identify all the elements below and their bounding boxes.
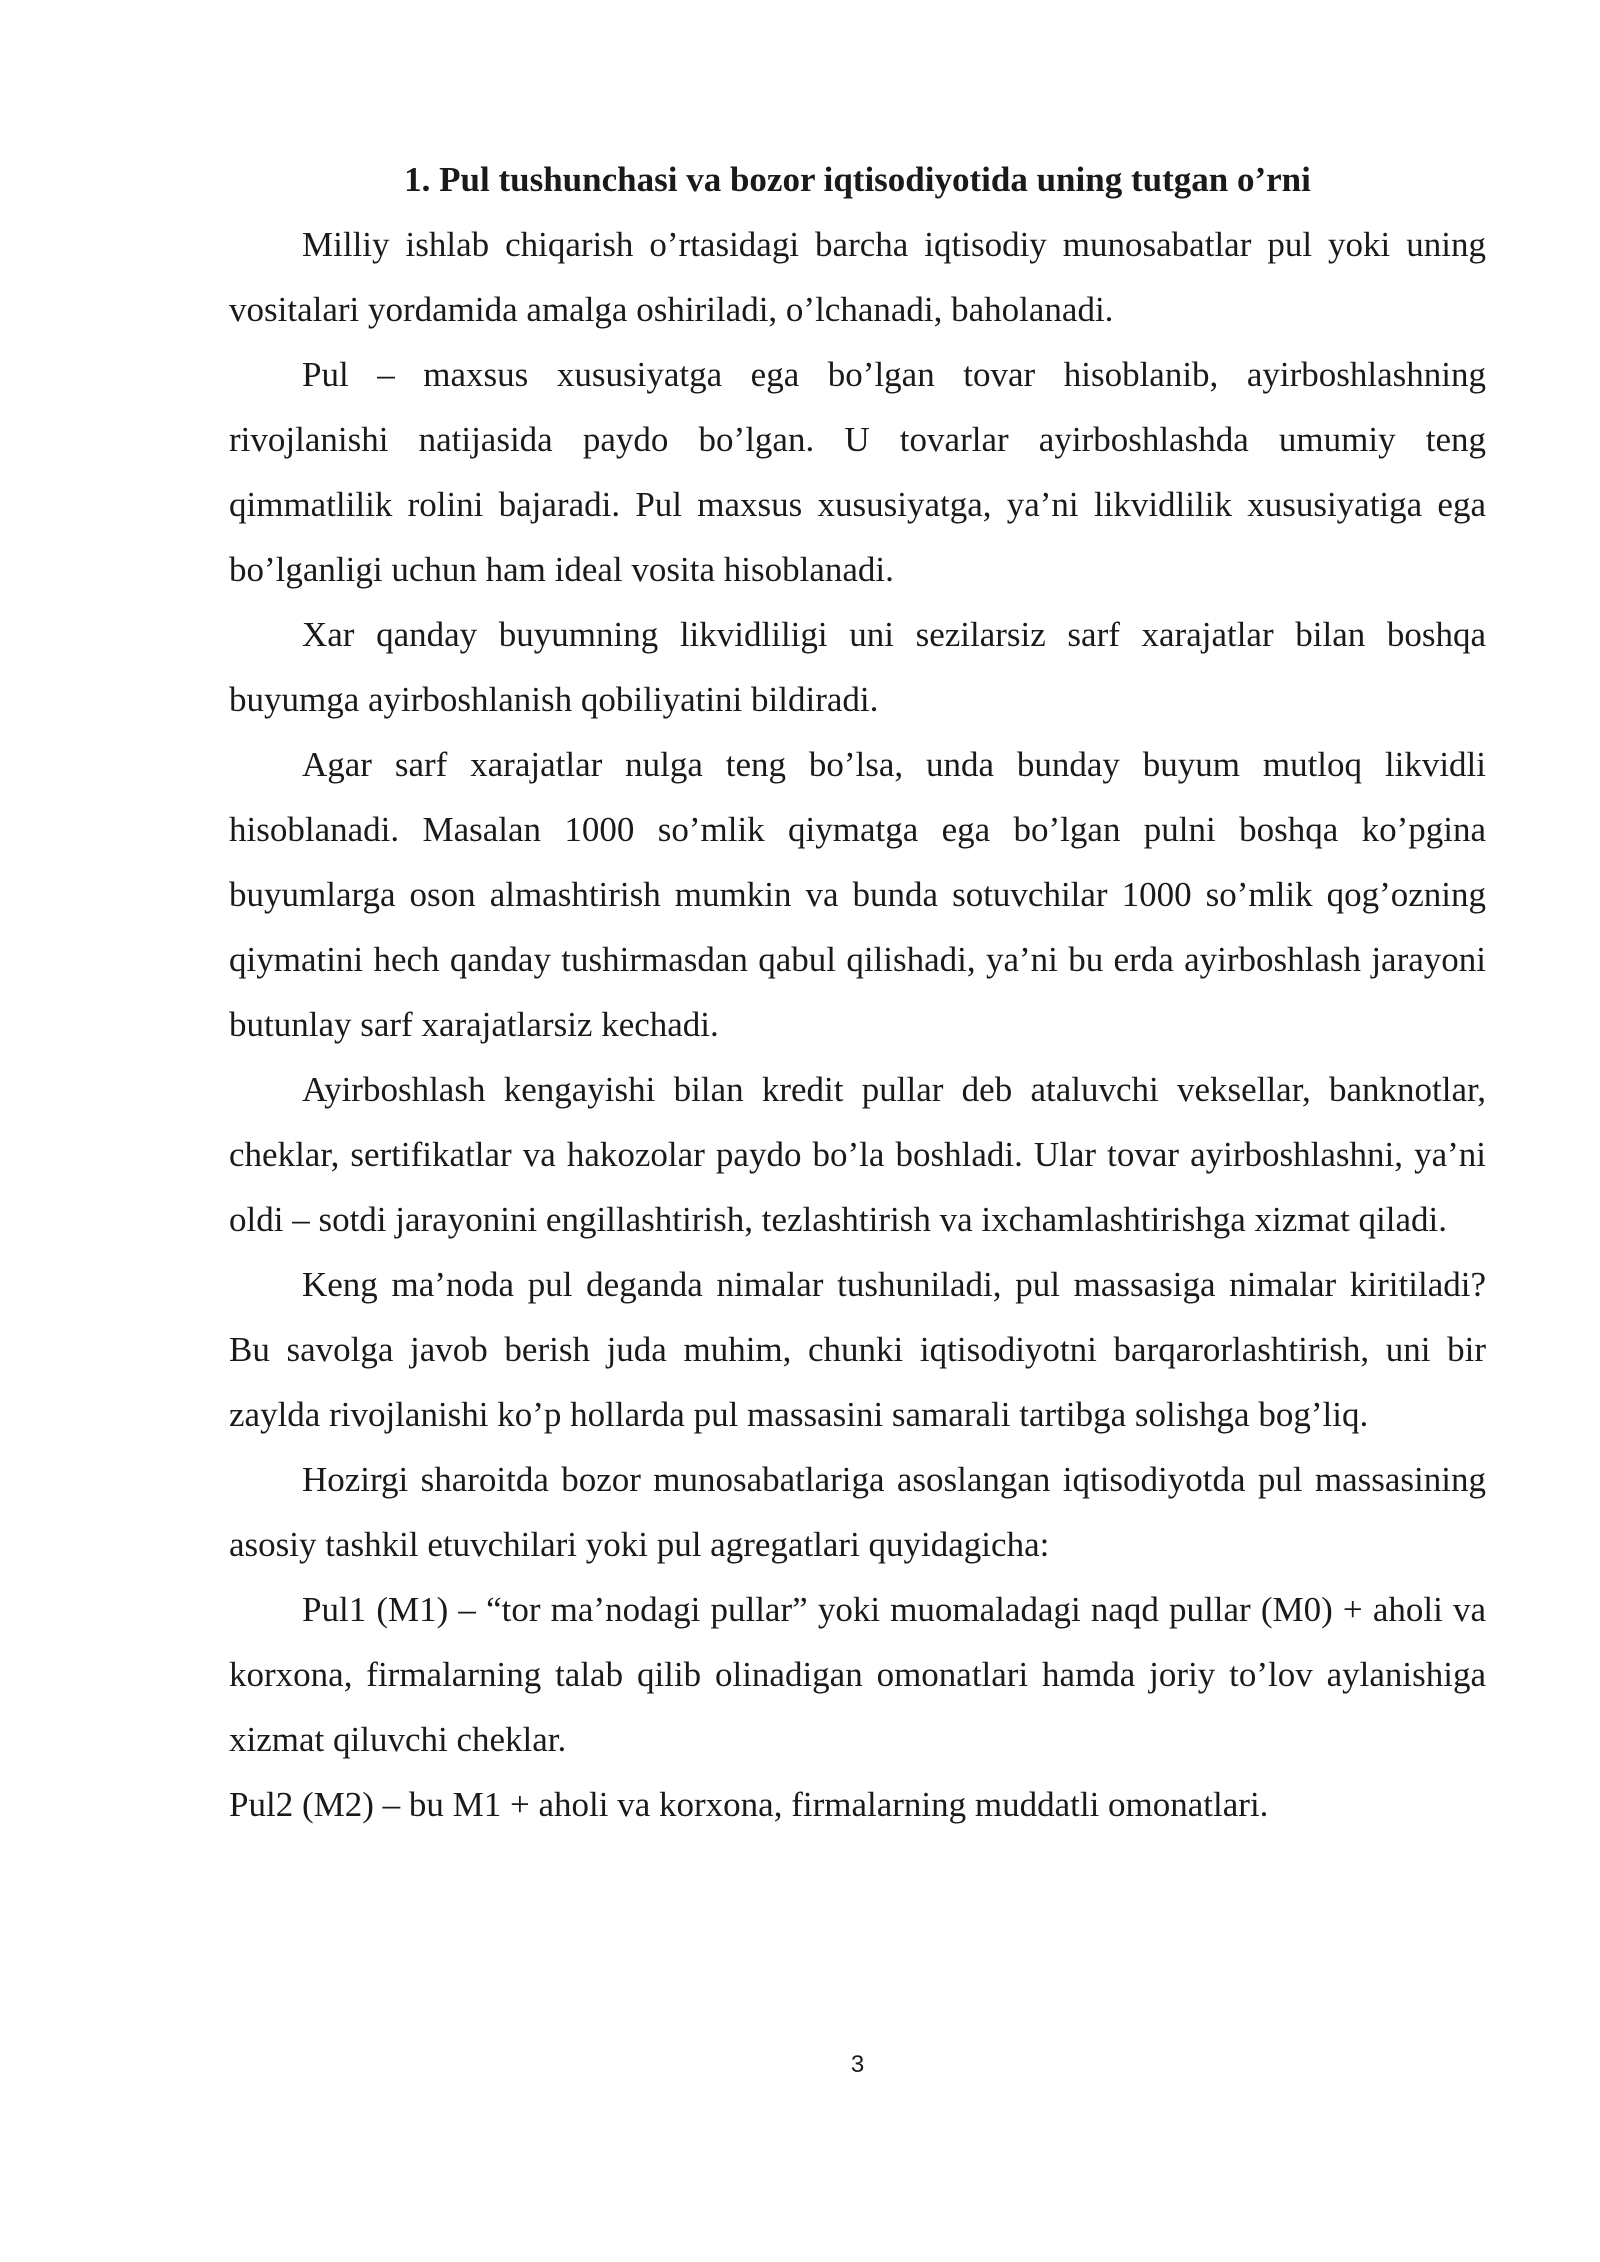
paragraph-5: Ayirboshlash kengayishi bilan kredit pullar deb ataluvchi veksellar, banknotlar, cheklar, sertifikatlar va hakozolar paydo bo’la boshladi. Ular tovar ayirboshlashni, ya’ni oldi – sotdi jarayonini engillashtirish, tezlashtirish va ixchamlashtirishga xizmat qiladi. <box>229 1070 1486 1239</box>
page-content <box>229 147 1486 1837</box>
section-title: 1. Pul tushunchasi va bozor iqtisodiyotida uning tutgan o’rni <box>404 160 1311 199</box>
paragraph-8: Pul1 (M1) – “tor ma’nodagi pullar” yoki muomaladagi naqd pullar (M0) + aholi va korxona, firmalarning talab qilib olinadigan omonatlari hamda joriy to’lov aylanishiga xizmat qiluvchi cheklar. <box>229 1590 1486 1759</box>
paragraph-2: Pul – maxsus xususiyatga ega bo’lgan tovar hisoblanib, ayirboshlashning rivojlanishi natijasida paydo bo’lgan. U tovarlar ayirboshlashda umumiy teng qimmatlilik rolini bajaradi. Pul maxsus xususiyatga, ya’ni likvidlilik xususiyatiga ega bo’lganligi uchun ham ideal vosita hisoblanadi. <box>229 355 1486 589</box>
paragraph-6: Keng ma’noda pul deganda nimalar tushuniladi, pul massasiga nimalar kiritiladi? Bu savolga javob berish juda muhim, chunki iqtisodiyotni barqarorlashtirish, uni bir zaylda rivojlanishi ko’p hollarda pul massasini samarali tartibga solishga bog’liq. <box>229 1265 1486 1434</box>
paragraph-4: Agar sarf xarajatlar nulga teng bo’lsa, unda bunday buyum mutloq likvidli hisoblanadi. Masalan 1000 so’mlik qiymatga ega bo’lgan pulni boshqa ko’pgina buyumlarga oson almashtirish mumkin va bunda sotuvchilar 1000 so’mlik qog’ozning qiymatini hech qanday tushirmasdan qabul qilishadi, ya’ni bu erda ayirboshlash jarayoni butunlay sarf xarajatlarsiz kechadi. <box>229 745 1486 1044</box>
paragraph-7: Hozirgi sharoitda bozor munosabatlariga asoslangan iqtisodiyotda pul massasining asosiy tashkil etuvchilari yoki pul agregatlari quyidagicha: <box>229 1460 1486 1564</box>
page-number: 3 <box>850 2051 865 2078</box>
paragraph-3: Xar qanday buyumning likvidliligi uni sezilarsiz sarf xarajatlar bilan boshqa buyumga ayirboshlanish qobiliyatini bildiradi. <box>229 615 1486 719</box>
paragraph-1: Milliy ishlab chiqarish o’rtasidagi barcha iqtisodiy munosabatlar pul yoki uning vositalari yordamida amalga oshiriladi, o’lchanadi, baholanadi. <box>229 225 1486 329</box>
paragraph-9: Pul2 (M2) – bu M1 + aholi va korxona, firmalarning muddatli omonatlari. <box>229 1785 1269 1824</box>
